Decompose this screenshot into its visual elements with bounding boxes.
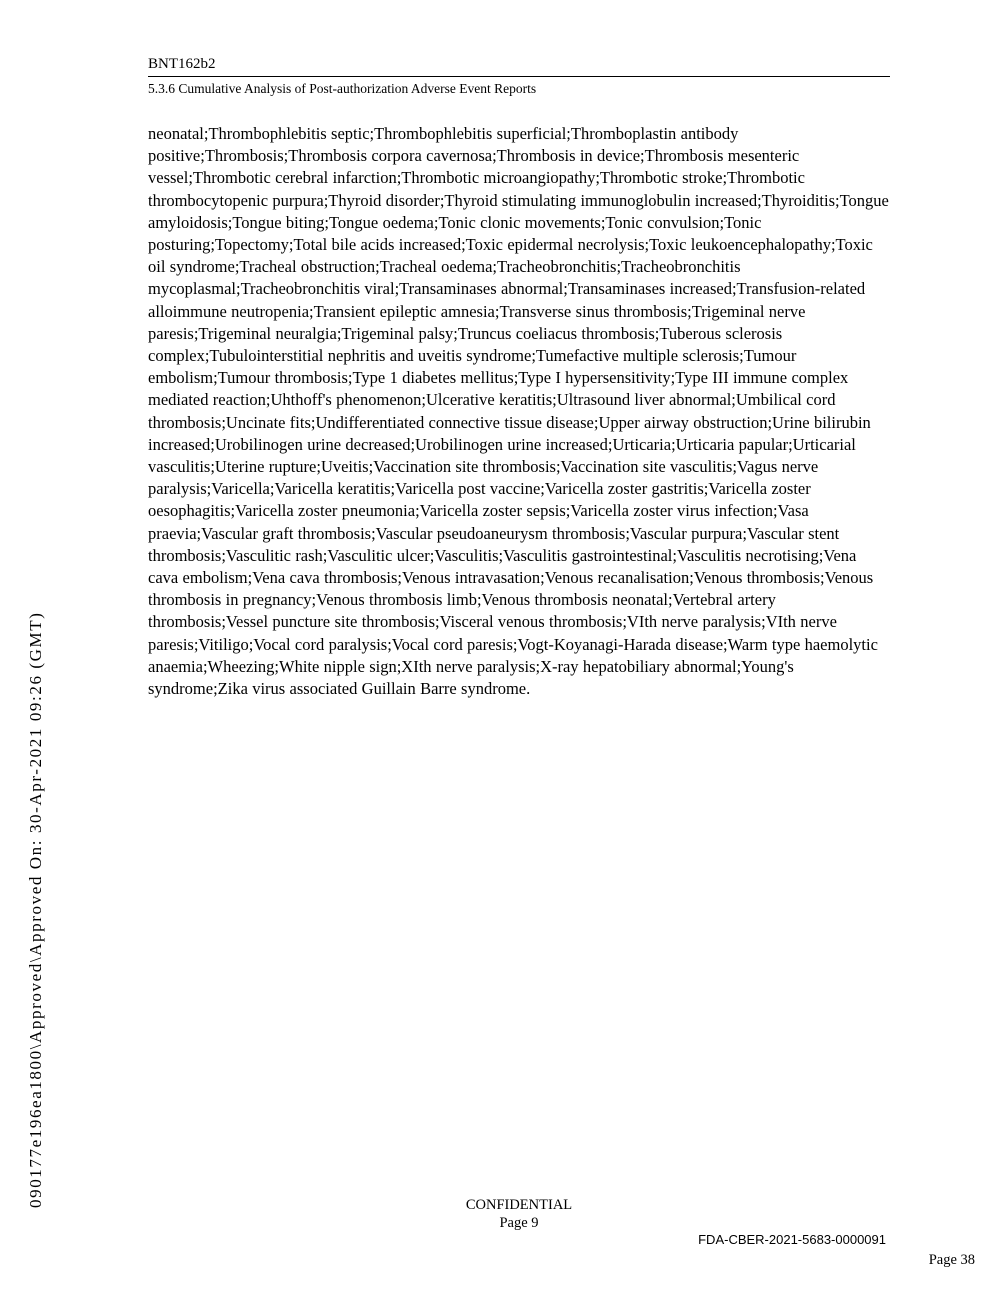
fda-reference-number: FDA-CBER-2021-5683-0000091: [698, 1232, 886, 1247]
document-code: BNT162b2: [148, 56, 216, 72]
page-header: [148, 55, 890, 97]
outer-page-number: Page 38: [928, 1252, 975, 1268]
section-title: 5.3.6 Cumulative Analysis of Post-authorization Adverse Event Reports: [148, 81, 537, 96]
header-divider: [148, 76, 890, 77]
confidential-label: CONFIDENTIAL: [465, 1197, 573, 1213]
approval-stamp-vertical-text: 090177e196ea1800\Approved\Approved On: 30-Apr-2021 09:26 (GMT): [26, 611, 45, 1208]
document-body: [148, 123, 890, 700]
inner-page-number: Page 9: [499, 1215, 539, 1231]
content-column: [148, 55, 890, 700]
adverse-events-paragraph: neonatal;Thrombophlebitis septic;Thrombophlebitis superficial;Thromboplastin antibody positive;Thrombosis;Thrombosis corpora cavernosa;Thrombosis in device;Thrombosis mesenteric vessel;Thrombotic cerebral infarction;Thrombotic microangiopathy;Thrombotic stroke;Thrombotic thrombocytopenic purpura;Thyroid disorder;Thyroid stimulating immunoglobulin increased;Thyroiditis;Tongue amyloidosis;Tongue biting;Tongue oedema;Tonic clonic movements;Tonic convulsion;Tonic posturing;Topectomy;Total bile acids increased;Toxic epidermal necrolysis;Toxic leukoencephalopathy;Toxic oil syndrome;Tracheal obstruction;Tracheal oedema;Tracheobronchitis;Tracheobronchitis mycoplasmal;Tracheobronchitis viral;Transaminases abnormal;Transaminases increased;Transfusion-related alloimmune neutropenia;Transient epileptic amnesia;Transverse sinus thrombosis;Trigeminal nerve paresis;Trigeminal neuralgia;Trigeminal palsy;Truncus coeliacus thrombosis;Tuberous sclerosis complex;Tubulointerstitial nephritis and uveitis syndrome;Tumefactive multiple sclerosis;Tumour embolism;Tumour thrombosis;Type 1 diabetes mellitus;Type I hypersensitivity;Type III immune complex mediated reaction;Uhthoff's phenomenon;Ulcerative keratitis;Ultrasound liver abnormal;Umbilical cord thrombosis;Uncinate fits;Undifferentiated connective tissue disease;Upper airway obstruction;Urine bilirubin increased;Urobilinogen urine decreased;Urobilinogen urine increased;Urticaria;Urticaria papular;Urticarial vasculitis;Uterine rupture;Uveitis;Vaccination site thrombosis;Vaccination site vasculitis;Vagus nerve paralysis;Varicella;Varicella keratitis;Varicella post vaccine;Varicella zoster gastritis;Varicella zoster oesophagitis;Varicella zoster pneumonia;Varicella zoster sepsis;Varicella zoster virus infection;Vasa praevia;Vascular graft thrombosis;Vascular pseudoaneurysm thrombosis;Vascular purpura;Vascular stent thrombosis;Vasculitic rash;Vasculitic ulcer;Vasculitis;Vasculitis gastrointestinal;Vasculitis necrotising;Vena cava embolism;Vena cava thrombosis;Venous intravasation;Venous recanalisation;Venous thrombosis;Venous thrombosis in pregnancy;Venous thrombosis limb;Venous thrombosis neonatal;Vertebral artery thrombosis;Vessel puncture site thrombosis;Visceral venous thrombosis;VIth nerve paralysis;VIth nerve paresis;Vitiligo;Vocal cord paralysis;Vocal cord paresis;Vogt-Koyanagi-Harada disease;Warm type haemolytic anaemia;Wheezing;White nipple sign;XIth nerve paralysis;X-ray hepatobiliary abnormal;Young's syndrome;Zika virus associated Guillain Barre syndrome.: [148, 124, 889, 699]
